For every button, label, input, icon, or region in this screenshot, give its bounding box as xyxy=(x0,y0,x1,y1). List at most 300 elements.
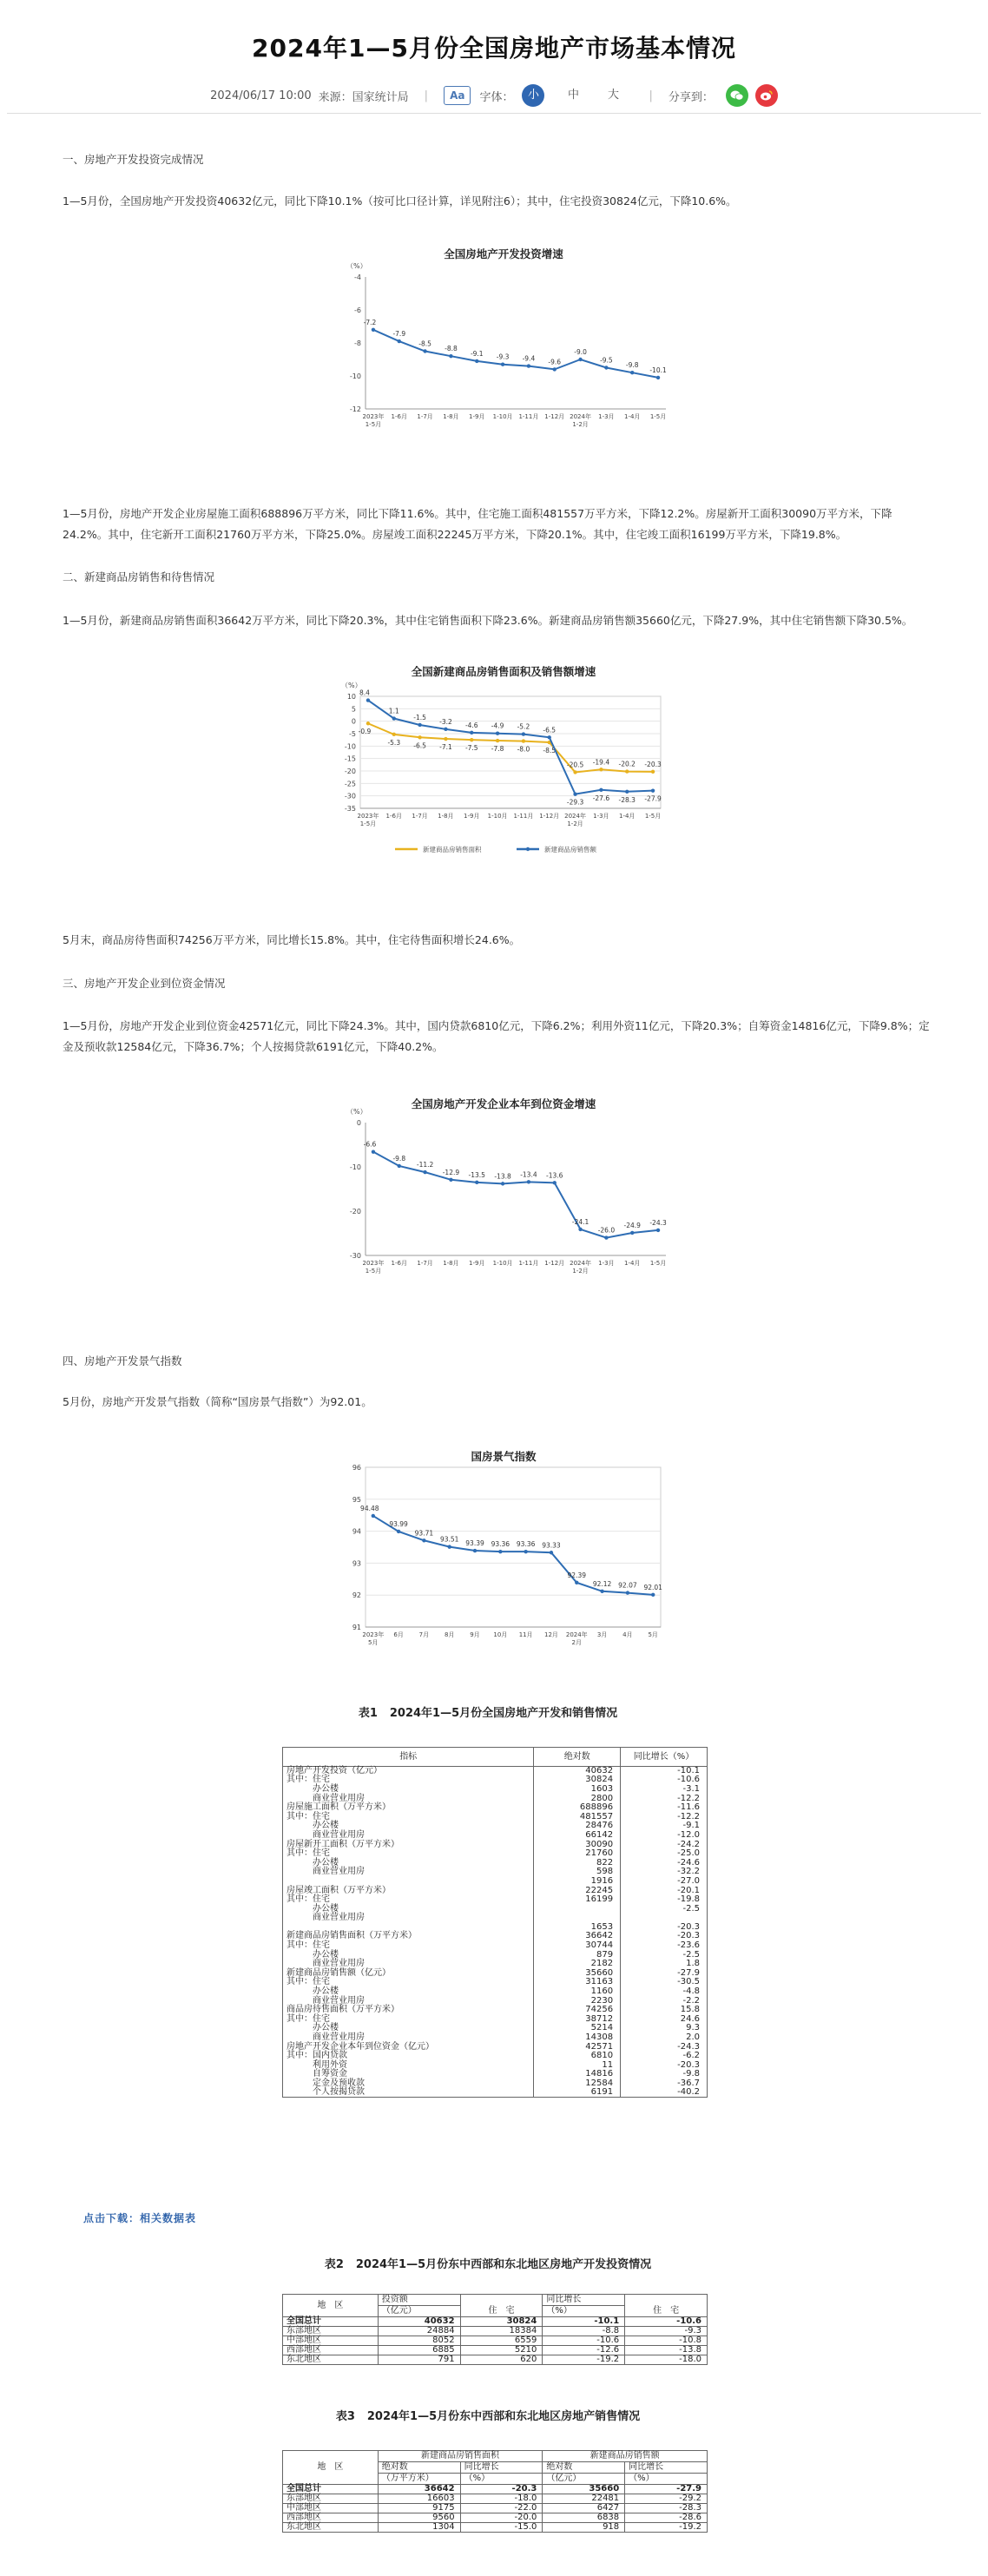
table-row xyxy=(283,2355,708,2365)
legend-label: 新建商品房销售面积 xyxy=(423,846,482,853)
table-cell: 36642 xyxy=(378,2485,460,2494)
y-tick-label: -25 xyxy=(344,780,356,788)
table-cell: 商业营业用房 xyxy=(283,1914,534,1923)
table-cell: 办公楼 xyxy=(283,1785,534,1795)
x-tick-label: 6月 xyxy=(393,1631,404,1638)
table-header xyxy=(625,2295,708,2306)
table-cell: 西部地区 xyxy=(283,2346,379,2355)
data-point xyxy=(444,737,447,741)
chart-title: 全国房地产开发投资增速 xyxy=(444,247,563,260)
data-point xyxy=(625,769,629,773)
y-tick-label: 96 xyxy=(352,1464,361,1472)
table-cell: -9.3 xyxy=(625,2327,708,2336)
data-label: -9.8 xyxy=(392,1154,406,1163)
table2-caption xyxy=(0,2255,988,2271)
data-label: -20.5 xyxy=(566,761,584,769)
data-label: 93.71 xyxy=(414,1529,434,1538)
data-label: -7.5 xyxy=(464,744,478,753)
data-point xyxy=(625,790,629,794)
table-cell: -10.6 xyxy=(625,2317,708,2327)
chart-title: 国房景气指数 xyxy=(471,1450,537,1463)
table-cell: 1304 xyxy=(378,2523,460,2533)
table3-title: 2024年1—5月份东中西部和东北地区房地产销售情况 xyxy=(366,2410,641,2423)
table-cell: 其中：国内贷款 xyxy=(283,2052,534,2061)
table-cell: 15.8 xyxy=(621,2006,708,2015)
table-cell: -18.0 xyxy=(625,2355,708,2365)
table-cell: 办公楼 xyxy=(283,1904,534,1914)
table-header: 同比增长（%） xyxy=(621,1748,708,1767)
table-cell: 房地产开发企业本年到位资金（亿元） xyxy=(283,2042,534,2052)
data-label: -8.8 xyxy=(445,345,458,353)
data-point xyxy=(599,788,603,792)
data-label: -5.2 xyxy=(517,722,530,731)
table-cell: -10.1 xyxy=(621,1767,708,1776)
paragraph: 1—5月份，全国房地产开发投资40632亿元，同比下降10.1%（按可比口径计算，详见附注6）；其中，住宅投资30824亿元，下降10.6%。 xyxy=(63,194,737,208)
data-label: 93.39 xyxy=(465,1539,484,1548)
y-tick-label: 10 xyxy=(346,693,356,701)
table-cell: 其中：住宅 xyxy=(283,1849,534,1859)
table-cell: 66142 xyxy=(534,1831,621,1841)
x-tick-label: 1-7月 xyxy=(417,1260,433,1267)
table-row xyxy=(283,1831,708,1841)
series-line xyxy=(373,330,658,378)
y-tick-label: -20 xyxy=(344,768,356,775)
table-cell: 2800 xyxy=(534,1794,621,1803)
series-line xyxy=(368,701,653,794)
table-regional-investment xyxy=(282,2294,708,2365)
x-tick-label: 1-5月 xyxy=(644,813,662,820)
data-label: -13.5 xyxy=(468,1170,485,1179)
x-tick-label: 1-12月 xyxy=(539,813,560,820)
data-point xyxy=(626,1591,629,1594)
table-cell: -27.9 xyxy=(625,2485,708,2494)
table-cell: -25.0 xyxy=(621,1849,708,1859)
legend-label: 新建商品房销售额 xyxy=(544,846,596,853)
x-tick-label: 2023年 xyxy=(357,813,379,820)
table-cell: 房屋竣工面积（万平方米） xyxy=(283,1886,534,1895)
table-cell: 30744 xyxy=(534,1941,621,1951)
y-tick-label: -10 xyxy=(349,1163,361,1171)
data-point xyxy=(422,1538,425,1542)
x-tick-label: 1-11月 xyxy=(518,1260,539,1267)
data-point xyxy=(398,339,401,343)
table-cell: 6559 xyxy=(460,2336,543,2346)
table-row xyxy=(283,1785,708,1795)
data-label: -24.9 xyxy=(623,1221,641,1229)
y-tick-label: -8 xyxy=(354,339,361,347)
data-label: -6.5 xyxy=(543,726,557,735)
data-point xyxy=(522,732,525,735)
data-label: -5.3 xyxy=(387,738,401,747)
table3-number: 表3 xyxy=(335,2410,355,2423)
data-label: -13.6 xyxy=(546,1171,563,1180)
table-header: （万平方米） xyxy=(378,2474,460,2485)
y-tick-label: -15 xyxy=(344,754,356,763)
table-cell: 5214 xyxy=(534,2024,621,2033)
table-cell: 新建商品房销售额（亿元） xyxy=(283,1969,534,1979)
table-row xyxy=(283,1868,708,1877)
x-tick-label: 9月 xyxy=(470,1631,480,1638)
data-point xyxy=(470,731,473,735)
x-tick-label: 1-11月 xyxy=(518,413,539,420)
data-label: -8.5 xyxy=(543,747,557,755)
data-point xyxy=(604,1235,608,1239)
x-tick-label: 2023年 xyxy=(362,1631,385,1638)
table-cell: -13.8 xyxy=(625,2346,708,2355)
data-point xyxy=(475,359,478,363)
data-point xyxy=(630,1231,634,1235)
data-point xyxy=(496,732,499,735)
legend-marker xyxy=(526,847,530,851)
x-tick-label: 1-8月 xyxy=(438,813,454,820)
table-cell: 房屋施工面积（万平方米） xyxy=(283,1803,534,1813)
table-header: 地 区 xyxy=(283,2295,379,2317)
data-point xyxy=(397,1530,400,1533)
data-point xyxy=(550,1551,553,1554)
table-cell: 办公楼 xyxy=(283,2024,534,2033)
y-tick-label: -10 xyxy=(344,742,356,751)
source-label: 来源：国家统计局 xyxy=(318,90,409,104)
data-point xyxy=(444,728,447,731)
table-cell: -24.3 xyxy=(621,2042,708,2052)
table-row xyxy=(283,1812,708,1822)
table-cell xyxy=(534,1914,621,1923)
table-row xyxy=(283,2523,708,2533)
data-point xyxy=(392,733,396,736)
chart-investment-svg xyxy=(334,237,673,454)
table-row xyxy=(283,1978,708,1987)
x-tick-label: 5月 xyxy=(368,1639,379,1646)
table-header: 指标 xyxy=(283,1748,534,1767)
data-point xyxy=(553,1181,557,1184)
x-tick-label: 1-4月 xyxy=(619,813,636,820)
table-cell: 28476 xyxy=(534,1822,621,1831)
table-row xyxy=(283,2317,708,2327)
table1-number: 表1 xyxy=(358,1707,378,1720)
table2-title: 2024年1—5月份东中西部和东北地区房地产开发投资情况 xyxy=(355,2258,652,2271)
table-row xyxy=(283,1969,708,1979)
table-cell: 全国总计 xyxy=(283,2485,379,2494)
data-point xyxy=(604,366,608,369)
x-tick-label: 2023年 xyxy=(362,413,385,420)
data-label: -7.1 xyxy=(439,743,452,752)
x-tick-label: 1-2月 xyxy=(572,1268,589,1275)
table-cell: 6838 xyxy=(543,2513,625,2523)
data-label: -27.6 xyxy=(592,794,610,802)
table-cell: 18384 xyxy=(460,2327,543,2336)
data-label: -11.2 xyxy=(416,1161,434,1169)
x-tick-label: 1-4月 xyxy=(624,413,641,420)
table-cell: 西部地区 xyxy=(283,2513,379,2523)
table-cell: -8.8 xyxy=(543,2327,625,2336)
y-tick-label: 91 xyxy=(352,1624,361,1631)
x-tick-label: 1-5月 xyxy=(365,421,382,428)
table-cell: -27.0 xyxy=(621,1877,708,1887)
data-point xyxy=(372,1514,375,1518)
y-tick-label: -10 xyxy=(349,372,361,380)
table-cell: 其中：住宅 xyxy=(283,1941,534,1951)
data-point xyxy=(366,721,370,725)
divider: | xyxy=(424,89,429,102)
table-header: （%） xyxy=(543,2306,625,2317)
table-row xyxy=(283,2485,708,2494)
table-regional-sales xyxy=(282,2450,708,2533)
table-cell: 中部地区 xyxy=(283,2336,379,2346)
table-row xyxy=(283,2336,708,2346)
data-label: -4.9 xyxy=(491,721,504,730)
x-tick-label: 1-7月 xyxy=(417,413,433,420)
table-cell: 商业营业用房 xyxy=(283,1831,534,1841)
table-cell: 6191 xyxy=(534,2088,621,2098)
table-row xyxy=(283,1803,708,1813)
chart-investment xyxy=(334,237,673,454)
x-tick-label: 2月 xyxy=(571,1639,583,1646)
wechat-icon[interactable] xyxy=(726,84,748,107)
x-tick-label: 8月 xyxy=(444,1631,455,1638)
table-header: 绝对数 xyxy=(543,2462,625,2474)
data-label: 93.51 xyxy=(439,1535,459,1544)
table-cell: -20.3 xyxy=(621,1923,708,1933)
data-point xyxy=(548,735,551,739)
font-large-button[interactable]: 大 xyxy=(607,89,619,102)
table-cell: 9560 xyxy=(378,2513,460,2523)
paragraph: 1—5月份，房地产开发企业房屋施工面积688896万平方米，同比下降11.6%。其中，住宅施工面积481557万平方米，下降12.2%。房屋新开工面积30090万平方米，下降24.2%。其中，住宅新开工面积21760万平方米，下降25.0%。房屋竣工面积22245万平方米，下降20.1%。其中，住宅竣工面积16199万平方米，下降19.8%。 xyxy=(63,507,892,541)
table-cell: 6885 xyxy=(378,2346,460,2355)
table-row xyxy=(283,1849,708,1859)
data-point xyxy=(501,363,504,366)
x-tick-label: 1-7月 xyxy=(412,813,428,820)
data-label: -7.9 xyxy=(392,330,406,339)
table-cell: -20.3 xyxy=(460,2485,543,2494)
table-cell: -9.8 xyxy=(621,2070,708,2079)
data-label: -13.8 xyxy=(494,1172,511,1181)
data-label: -27.9 xyxy=(644,794,662,803)
table-cell: -20.1 xyxy=(621,1886,708,1895)
x-tick-label: 1-10月 xyxy=(492,1260,513,1267)
table-cell: -27.9 xyxy=(621,1969,708,1979)
chart-title: 全国新建商品房销售面积及销售额增速 xyxy=(411,665,596,678)
table-cell: 办公楼 xyxy=(283,1822,534,1831)
table-header: （%） xyxy=(625,2474,708,2485)
y-tick-label: 93 xyxy=(352,1559,361,1568)
table-cell: 2182 xyxy=(534,1960,621,1969)
data-point xyxy=(600,1590,603,1593)
divider: | xyxy=(649,89,653,102)
table-row xyxy=(283,2088,708,2098)
table-cell: 个人按揭贷款 xyxy=(283,2088,534,2098)
data-label: 92.12 xyxy=(592,1579,612,1588)
font-medium-button[interactable]: 中 xyxy=(567,89,579,102)
table-row xyxy=(283,1877,708,1887)
table-cell: -9.1 xyxy=(621,1822,708,1831)
y-tick-label: 94 xyxy=(352,1527,361,1536)
y-tick-label: 0 xyxy=(356,1119,361,1127)
data-point xyxy=(372,1150,375,1153)
x-tick-label: 1-3月 xyxy=(598,413,615,420)
paragraph: 5月份，房地产开发景气指数（简称“国房景气指数”）为92.01。 xyxy=(63,1395,372,1408)
data-label: -8.0 xyxy=(517,745,530,754)
data-point xyxy=(527,364,530,367)
table-cell: 房地产开发投资（亿元） xyxy=(283,1767,534,1776)
data-point xyxy=(423,349,426,352)
table-cell: 全国总计 xyxy=(283,2317,379,2327)
page-title: 2024年1—5月份全国房地产市场基本情况 xyxy=(252,34,736,63)
table-cell: 商业营业用房 xyxy=(283,1996,534,2006)
y-tick-label: -20 xyxy=(349,1208,361,1216)
data-point xyxy=(423,1170,426,1174)
data-label: -8.5 xyxy=(418,339,431,348)
data-label: 94.48 xyxy=(360,1504,379,1512)
y-tick-label: -4 xyxy=(354,273,361,281)
y-tick-label: -30 xyxy=(349,1252,361,1260)
x-tick-label: 4月 xyxy=(622,1631,633,1638)
data-point xyxy=(366,698,370,702)
table-header: 绝对数 xyxy=(378,2462,460,2474)
table-row xyxy=(283,2504,708,2513)
table1-caption xyxy=(0,1703,988,1720)
table-cell: -10.6 xyxy=(543,2336,625,2346)
table-cell: -20.0 xyxy=(460,2513,543,2523)
table-cell: 30824 xyxy=(534,1776,621,1785)
chart-sales xyxy=(334,656,673,865)
table-header: 住 宅 xyxy=(460,2306,543,2317)
table-cell: 自筹资金 xyxy=(283,2070,534,2079)
data-label: -9.0 xyxy=(574,348,587,356)
x-tick-label: 1-9月 xyxy=(464,813,480,820)
data-point xyxy=(599,768,603,771)
data-point xyxy=(651,770,655,774)
x-tick-label: 3月 xyxy=(596,1631,608,1638)
data-point xyxy=(527,1180,530,1183)
table-cell: -23.6 xyxy=(621,1941,708,1951)
share-label: 分享到： xyxy=(668,90,714,104)
table-header: 投资额 xyxy=(378,2295,460,2306)
x-tick-label: 1-5月 xyxy=(649,413,667,420)
data-point xyxy=(578,1228,582,1231)
x-tick-label: 1-2月 xyxy=(567,820,583,827)
table-cell: 24884 xyxy=(378,2327,460,2336)
x-tick-label: 1-5月 xyxy=(649,1260,667,1267)
data-point xyxy=(449,354,452,358)
table-cell: -19.2 xyxy=(543,2355,625,2365)
table-cell: 房屋新开工面积（万平方米） xyxy=(283,1840,534,1849)
table-cell: 31163 xyxy=(534,1978,621,1987)
table-row xyxy=(283,1914,708,1923)
table-cell: -12.2 xyxy=(621,1794,708,1803)
data-point xyxy=(575,1581,578,1584)
table-row xyxy=(283,1767,708,1776)
x-tick-label: 1-10月 xyxy=(492,413,513,420)
data-label: -6.5 xyxy=(413,741,426,750)
download-link[interactable]: 点击下载：相关数据表 xyxy=(83,2212,197,2224)
table-cell: 8052 xyxy=(378,2336,460,2346)
table-cell: 1653 xyxy=(534,1923,621,1933)
table-cell: 利用外资 xyxy=(283,2061,534,2071)
data-point xyxy=(522,739,525,742)
table-cell: 东北地区 xyxy=(283,2523,379,2533)
table-row xyxy=(283,2494,708,2504)
data-point xyxy=(501,1182,504,1185)
table-cell: -28.6 xyxy=(625,2513,708,2523)
table-cell: -12.6 xyxy=(543,2346,625,2355)
table-header: 新建商品房销售面积 xyxy=(378,2451,543,2462)
table-cell: 2230 xyxy=(534,1996,621,2006)
table-cell: 中部地区 xyxy=(283,2504,379,2513)
weibo-icon[interactable] xyxy=(755,84,778,107)
table-cell: 14816 xyxy=(534,2070,621,2079)
data-label: -1.5 xyxy=(413,713,426,721)
table-cell: -24.2 xyxy=(621,1840,708,1849)
table-cell: 其中：住宅 xyxy=(283,1895,534,1905)
table-cell: 24.6 xyxy=(621,2015,708,2025)
x-tick-label: 1-10月 xyxy=(487,813,508,820)
x-tick-label: 1-9月 xyxy=(469,1260,485,1267)
data-label: -9.8 xyxy=(625,361,639,370)
section-heading-sales: 二、新建商品房销售和待售情况 xyxy=(63,570,215,583)
chart-index-svg xyxy=(334,1440,673,1657)
table-cell: -12.2 xyxy=(621,1812,708,1822)
table-cell: 商业营业用房 xyxy=(283,1868,534,1877)
x-tick-label: 1-3月 xyxy=(598,1260,615,1267)
data-label: -10.1 xyxy=(649,366,667,374)
table-national-overview xyxy=(282,1747,708,2098)
x-tick-label: 2024年 xyxy=(570,413,591,420)
table-cell: 21760 xyxy=(534,1849,621,1859)
table-cell: -29.2 xyxy=(625,2494,708,2504)
table-cell: -2.2 xyxy=(621,1996,708,2006)
data-label: -7.8 xyxy=(491,745,504,754)
table-cell: 新建商品房销售面积（万平方米） xyxy=(283,1932,534,1941)
table-cell xyxy=(534,1904,621,1914)
x-tick-label: 12月 xyxy=(544,1631,558,1638)
table-header: 新建商品房销售额 xyxy=(543,2451,708,2462)
font-small-button[interactable]: 小 xyxy=(522,84,544,107)
table-cell: 2.0 xyxy=(621,2033,708,2043)
data-label: -24.1 xyxy=(571,1217,590,1226)
chart-title: 全国房地产开发企业本年到位资金增速 xyxy=(411,1097,596,1110)
data-point xyxy=(553,367,557,371)
table-cell: 14308 xyxy=(534,2033,621,2043)
article-meta xyxy=(0,82,988,109)
table-row xyxy=(283,2015,708,2025)
table3-caption xyxy=(0,2407,988,2423)
data-label: -0.9 xyxy=(358,728,372,736)
x-tick-label: 2023年 xyxy=(362,1260,385,1267)
series-line xyxy=(368,723,653,772)
table-header: （亿元） xyxy=(543,2474,625,2485)
data-label: -19.4 xyxy=(592,758,610,767)
data-label: 1.1 xyxy=(388,707,399,715)
table-cell: 22481 xyxy=(543,2494,625,2504)
table-cell: -10.1 xyxy=(543,2317,625,2327)
table-row xyxy=(283,2513,708,2523)
table-cell: 11 xyxy=(534,2061,621,2071)
data-label: 8.4 xyxy=(359,688,370,697)
x-tick-label: 1-4月 xyxy=(624,1260,641,1267)
data-point xyxy=(418,735,421,739)
table-cell: 620 xyxy=(460,2355,543,2365)
table-cell: 其中：住宅 xyxy=(283,1776,534,1785)
table-header: （%） xyxy=(460,2474,543,2485)
table-cell: 其中：住宅 xyxy=(283,2015,534,2025)
table-cell: 6810 xyxy=(534,2052,621,2061)
x-tick-label: 1-2月 xyxy=(572,421,589,428)
font-size-icon: Aa xyxy=(444,86,471,105)
table-cell: -4.8 xyxy=(621,1987,708,1997)
data-point xyxy=(656,1229,660,1232)
table-cell: 办公楼 xyxy=(283,1858,534,1868)
table-cell: 38712 xyxy=(534,2015,621,2025)
